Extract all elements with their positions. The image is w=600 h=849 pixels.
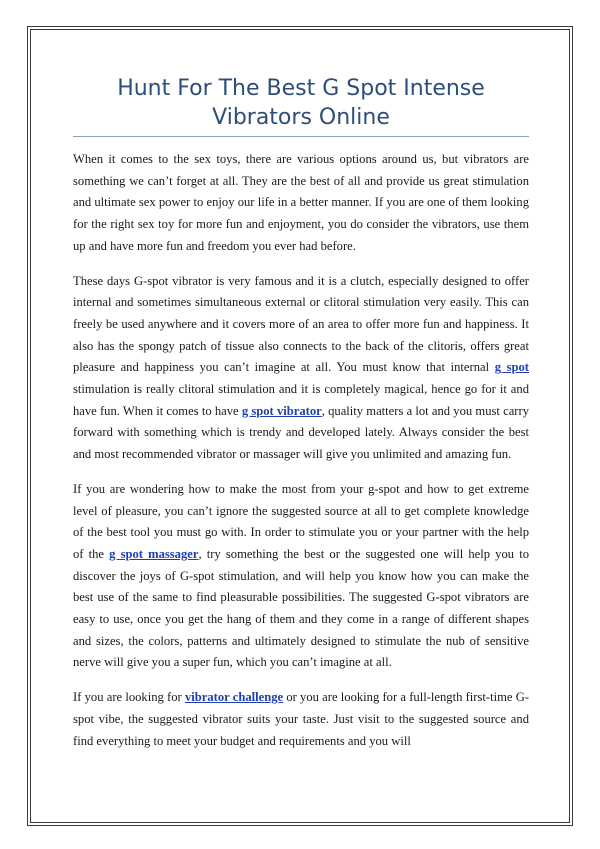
body-paragraph [73,149,529,258]
document-content [73,74,529,765]
paragraph-text: , quality matters a lot and you must carry forward with something which is trendy and developed lately. Always consider the best and most recommended vibrator or massager will give you unlimited and amazing fun. [73,403,529,462]
inline-link-vibrator-challenge[interactable]: vibrator challenge [184,690,284,705]
inline-link-g-spot-massager[interactable]: g spot massager [109,546,199,561]
paragraph-text: If you are wondering how to make the most from your g-spot and how to get extreme level of pleasure, you can’t ignore the suggested source at all to get complete knowledge of the best tool you must go with. In order to stimulate you or your partner with the help of the [73,481,529,561]
paragraph-text: When it comes to the sex toys, there are various options around us, but vibrators are something we can’t forget at all. They are the best of all and provide us great stimulation and ultimate sex power to enjoy our life in a better manner. If you are one of them looking for the right sex toy for more fun and enjoyment, you do consider the vibrators, use them up and have more fun and freedom you ever had before. [73,152,529,253]
paragraph-list [73,149,529,752]
paragraph-text: or you are looking for a full-length first-time G-spot vibe, the suggested vibrator suits your taste. Just visit to the suggested source and find everything to meet your budget and requirements and you will [73,690,529,748]
inline-link-g-spot-vibrator[interactable]: g spot vibrator [241,403,322,418]
body-paragraph [73,687,529,752]
paragraph-text: These days G-spot vibrator is very famous and it is a clutch, especially designed to offer internal and sometimes simultaneous external or clitoral stimulation very easily. This can freely be used anywhere and it covers more of an area to offer more fun and happiness. It also has the spongy patch of tissue also connects to the back of the clitoris, offers great pleasure and happiness you can’t imagine at all. You must know that internal [73,273,529,375]
title-underline [73,136,529,137]
paragraph-text: , try something the best or the suggested one will help you to discover the joys of G-spot stimulation, and will help you know how you can make the best use of the same to find pleasurable possibilities. The suggested G-spot vibrators are easy to use, once you get the hang of them and they come in a range of different shapes and sizes, the colors, patterns and ultimately designed to stimulate the nub of sensitive nerve will give you a super fun, which you can’t imagine at all. [73,546,529,670]
paragraph-text: stimulation is really clitoral stimulation and it is completely magical, hence go for it and have fun. When it comes to have [73,382,529,418]
body-paragraph [73,479,529,674]
document-title: Hunt For The Best G Spot Intense Vibrators Online [117,76,485,130]
body-paragraph [73,271,529,466]
inline-link-g-spot[interactable]: g spot [494,360,530,375]
paragraph-text: If you are looking for [73,690,185,705]
